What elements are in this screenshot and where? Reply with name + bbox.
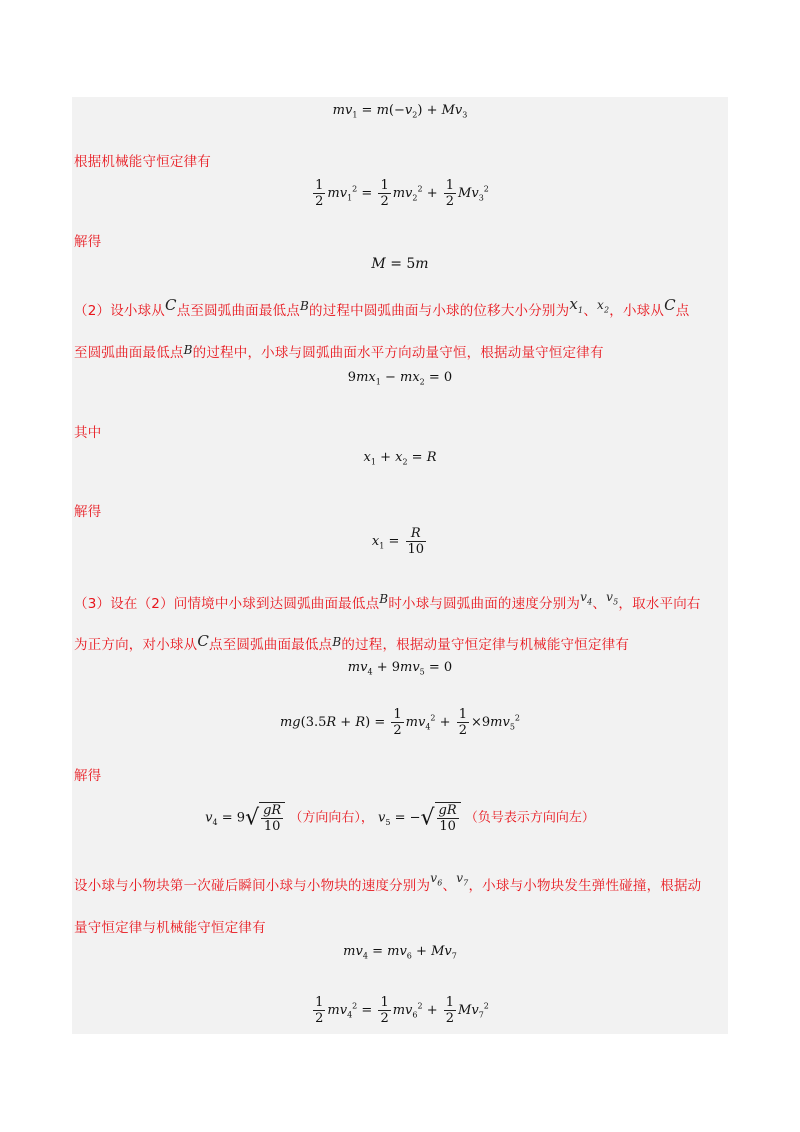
text-energy-conservation: 根据机械能守恒定律有	[74, 154, 211, 170]
text-segment: 、	[442, 878, 457, 894]
text-segment: 为正方向，对小球从	[74, 637, 198, 653]
equation-momentum-3: $mv_4 + 9mv_5 = 0$	[347, 660, 453, 677]
v-letter: v	[430, 871, 438, 885]
text-part2-line2	[74, 341, 604, 361]
equation-momentum-1: $mv_1 = m(-v_2) + Mv_3$	[332, 103, 468, 120]
equation-momentum-4: $mv_4 = mv_6 + Mv_7$	[343, 944, 457, 961]
text-segment: 点至圆弧曲面最低点	[176, 303, 300, 319]
subscript: 1	[578, 306, 584, 315]
text-segment: 的过程中圆弧曲面与小球的位移大小分别为	[309, 303, 570, 319]
text-segment: ，小球与小物块发生弹性碰撞，根据动	[468, 878, 702, 894]
equation-energy-1: $\frac{1}{2}$ $mv_1^2$ = $\frac{1}{2}$ $mv_2^2$ + $\frac{1}{2}$ $Mv_3^2$	[315, 178, 489, 209]
text-solve-3: 解得	[74, 768, 102, 784]
text-part3-line2	[74, 633, 629, 653]
subscript: 7	[463, 878, 469, 888]
point-c-symbol: C	[664, 296, 676, 314]
point-c-symbol: C	[165, 296, 177, 314]
equation-momentum-2: $9mx_1 - mx_2 = 0$	[347, 370, 453, 387]
text-segment: 设小球与小物块第一次碰后瞬间小球与小物块的速度分别为	[74, 878, 431, 894]
text-part3-line1	[74, 592, 701, 612]
v7-symbol	[456, 871, 469, 888]
direction-note-right: （方向向右），	[289, 810, 374, 826]
v6-symbol	[430, 871, 443, 888]
subscript: 2	[603, 305, 610, 315]
point-b-symbol: B	[379, 592, 389, 606]
v4-symbol	[580, 590, 593, 607]
direction-note-left: （负号表示方向向左）	[464, 810, 595, 826]
point-b-symbol: B	[183, 343, 193, 357]
subscript: 4	[587, 597, 593, 607]
equation-x1-result: $x_1$ = $\frac{R}{10}$	[371, 526, 425, 557]
equation-mass-result: M = 5m	[371, 256, 429, 272]
x2-symbol	[597, 298, 610, 315]
x-letter: x	[597, 298, 604, 312]
text-segment: ，取水平向右	[618, 596, 701, 612]
text-collision-line2: 量守恒定律与机械能守恒定律有	[74, 920, 266, 936]
text-part2-line1	[74, 295, 690, 319]
subscript: 5	[613, 597, 619, 607]
text-segment: ，小球从	[609, 303, 665, 319]
text-segment: 、	[583, 303, 598, 319]
v-letter: v	[456, 871, 464, 885]
text-segment: 时小球与圆弧曲面的速度分别为	[388, 596, 581, 612]
point-b-symbol: B	[300, 299, 310, 313]
text-segment: 至圆弧曲面最低点	[74, 345, 184, 361]
v-letter: v	[580, 590, 588, 604]
equation-sum-displacement: $x_1 + x_2 = R$	[363, 450, 437, 467]
text-segment: 点至圆弧曲面最低点	[209, 637, 333, 653]
equation-energy-3: $\frac{1}{2}$ $mv_4^2$ = $\frac{1}{2}$ $mv_6^2$ + $\frac{1}{2}$ $Mv_7^2$	[315, 995, 489, 1026]
equation-velocity-result: $v_4 = 9√$ $\frac{gR}{10}$ （方向向右）， $v_5$ = −√ $\frac{gR}{10}$ （负号表示方向向左）	[205, 803, 595, 834]
text-where: 其中	[74, 425, 102, 441]
text-segment: 的过程中，小球与圆弧曲面水平方向动量守恒，根据动量守恒定律有	[192, 345, 604, 361]
x1-symbol	[569, 295, 583, 313]
text-solve-2: 解得	[74, 504, 102, 520]
text-segment: 、	[592, 596, 607, 612]
v-letter: v	[606, 590, 614, 604]
subscript: 6	[437, 878, 443, 888]
text-segment: 的过程，根据动量守恒定律与机械能守恒定律有	[341, 637, 630, 653]
point-b-symbol: B	[332, 635, 342, 649]
text-segment: （3）设在（2）问情境中小球到达圆弧曲面最低点	[74, 596, 380, 612]
text-collision-line1	[74, 871, 702, 894]
point-c-symbol: C	[197, 632, 209, 650]
text-segment: 点	[675, 303, 690, 319]
text-segment: （2）设小球从	[74, 303, 165, 319]
text-solve-1: 解得	[74, 234, 102, 250]
equation-energy-2: mg(3.5R + R) = $\frac{1}{2}$ $mv_4^2$ + $\frac{1}{2}$ $\times 9mv_5^2$	[279, 707, 521, 738]
x-letter: x	[569, 295, 579, 313]
v5-symbol	[606, 590, 619, 607]
